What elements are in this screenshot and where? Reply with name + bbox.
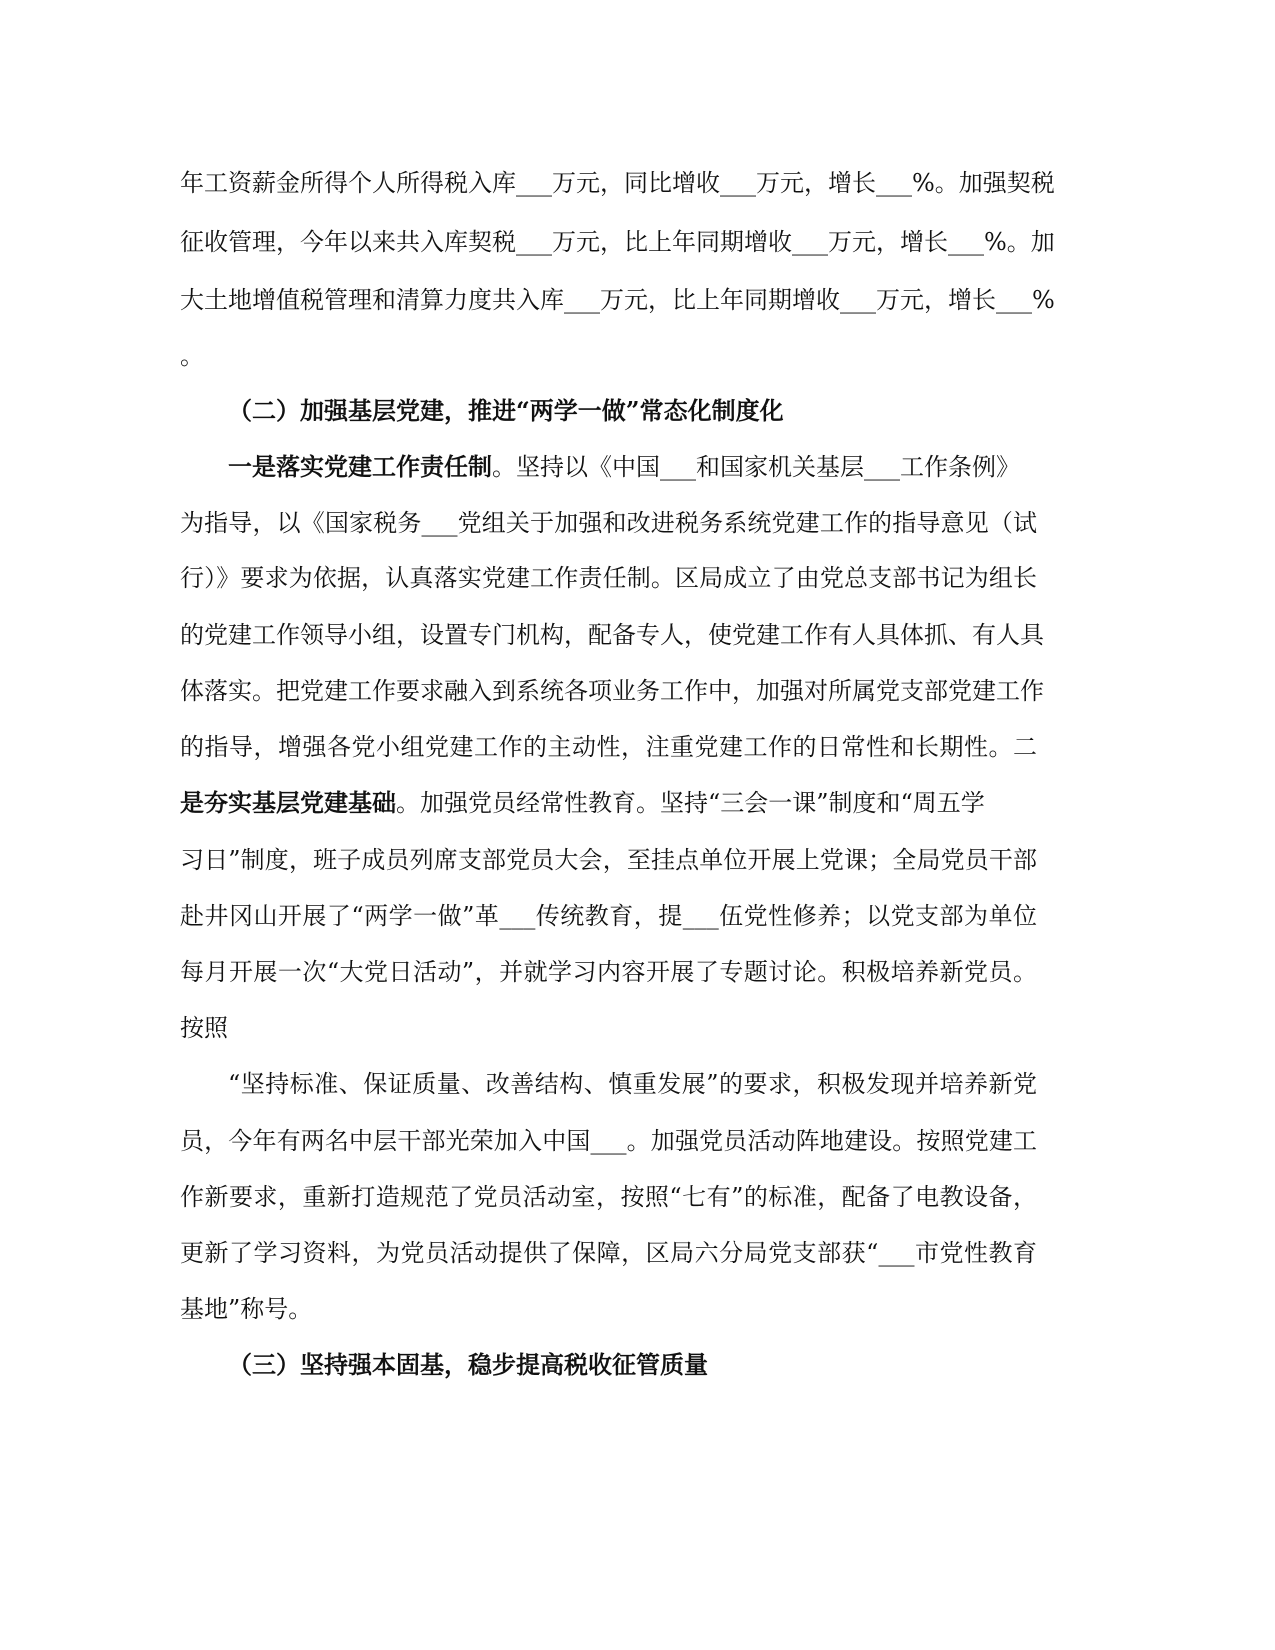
text-line: 。 (180, 342, 204, 370)
section-heading (0, 1350, 1275, 1380)
text-line: 每月开展一次“大党日活动”，并就学习内容开展了专题讨论。积极培养新党员。 (180, 958, 1037, 986)
paragraph-line (0, 1182, 1275, 1212)
text-line: 年工资薪金所得个人所得税入库___万元，同比增收___万元，增长___%。加强契税 (180, 169, 1055, 197)
paragraph-line (0, 788, 1275, 818)
text-line: 基地”称号。 (180, 1295, 313, 1323)
bold-lead-text: 一是落实党建工作责任制 (228, 452, 492, 481)
text-line: 征收管理，今年以来共入库契税___万元，比上年同期增收___万元，增长___%。加 (180, 228, 1055, 256)
paragraph-line (0, 1013, 1275, 1043)
paragraph-line (0, 508, 1275, 538)
paragraph-line (0, 676, 1275, 706)
bold-lead-text: 是夯实基层党建基础 (180, 788, 396, 817)
text-line: 赴井冈山开展了“两学一做”革___传统教育，提___伍党性修养；以党支部为单位 (180, 902, 1037, 930)
text-line: 按照 (180, 1014, 228, 1042)
text-line: 大土地增值税管理和清算力度共入库___万元，比上年同期增收___万元，增长___% (180, 286, 1055, 314)
text-line: 员，今年有两名中层干部光荣加入中国___。加强党员活动阵地建设。按照党建工 (180, 1127, 1037, 1155)
section-heading-text: （三）坚持强本固基，稳步提高税收征管质量 (228, 1350, 708, 1379)
section-heading-text: （二）加强基层党建，推进“两学一做”常态化制度化 (228, 396, 784, 425)
text-line: 。坚持以《中国___和国家机关基层___工作条例》 (492, 453, 1020, 481)
paragraph-line (0, 957, 1275, 987)
paragraph-line (0, 563, 1275, 593)
paragraph-line (0, 1126, 1275, 1156)
text-line: 的指导，增强各党小组党建工作的主动性，注重党建工作的日常性和长期性。二 (180, 733, 1037, 761)
text-line: 为指导，以《国家税务___党组关于加强和改进税务系统党建工作的指导意见（试 (180, 509, 1037, 537)
text-line: “坚持标准、保证质量、改善结构、慎重发展”的要求，积极发现并培养新党 (228, 1070, 1037, 1098)
text-line: 体落实。把党建工作要求融入到系统各项业务工作中，加强对所属党支部党建工作 (180, 677, 1044, 705)
paragraph-line (0, 1238, 1275, 1268)
paragraph-line (0, 285, 1275, 315)
paragraph-line (0, 341, 1275, 371)
text-line: 更新了学习资料，为党员活动提供了保障，区局六分局党支部获“___市党性教育 (180, 1239, 1037, 1267)
paragraph-line (0, 1069, 1275, 1099)
text-line: 行）》要求为依据，认真落实党建工作责任制。区局成立了由党总支部书记为组长 (180, 564, 1037, 592)
paragraph-line (0, 845, 1275, 875)
text-line: 。加强党员经常性教育。坚持“三会一课”制度和“周五学 (396, 789, 985, 817)
paragraph-line (0, 227, 1275, 257)
section-heading (0, 396, 1275, 426)
text-line: 的党建工作领导小组，设置专门机构，配备专人，使党建工作有人具体抓、有人具 (180, 621, 1044, 649)
text-line: 作新要求，重新打造规范了党员活动室，按照“七有”的标准，配备了电教设备， (180, 1183, 1037, 1211)
paragraph-line (0, 452, 1275, 482)
paragraph-line (0, 168, 1275, 198)
paragraph-line (0, 620, 1275, 650)
paragraph-line (0, 901, 1275, 931)
paragraph-line (0, 1294, 1275, 1324)
paragraph-line (0, 732, 1275, 762)
text-line: 习日”制度，班子成员列席支部党员大会，至挂点单位开展上党课；全局党员干部 (180, 846, 1037, 874)
